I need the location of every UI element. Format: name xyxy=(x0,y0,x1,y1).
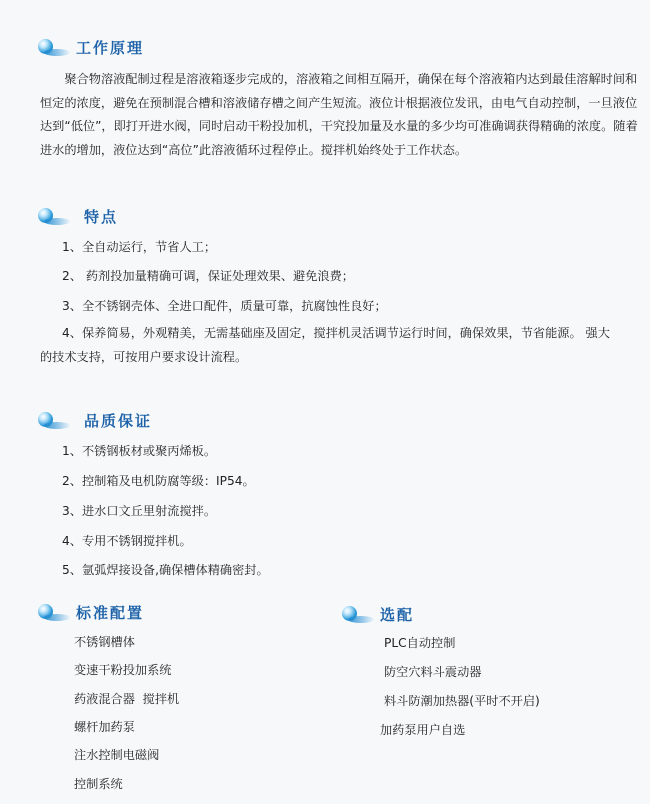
list-item: 3、进水口文丘里射流搅拌。 xyxy=(62,504,217,518)
list-item: 注水控制电磁阀 xyxy=(74,748,160,762)
heading-text: 标准配置 xyxy=(76,604,145,622)
list-item: 4、保养简易，外观精美，无需基础座及固定，搅拌机灵活调节运行时间，确保效果，节省能源。 强大的技术支持，可按用户要求设计流程。 xyxy=(40,326,610,364)
heading-text: 选配 xyxy=(380,606,415,624)
section-heading-quality xyxy=(38,410,152,431)
list-item: 3、全不锈钢壳体、全进口配件，质量可靠，抗腐蚀性良好； xyxy=(62,299,387,313)
list-item: 防空穴料斗震动器 xyxy=(384,665,482,679)
section-heading-principle xyxy=(38,37,144,58)
list-item: 5、氩弧焊接设备,确保槽体精确密封。 xyxy=(62,563,269,577)
list-item: 加药泵用户自选 xyxy=(380,723,466,737)
section-heading-features xyxy=(38,206,118,227)
bullet-ball-icon xyxy=(38,39,68,57)
list-item: 药液混合器 搅拌机 xyxy=(74,692,180,706)
list-item: 控制系统 xyxy=(74,777,123,791)
bullet-ball-icon xyxy=(38,208,68,226)
heading-text: 工作原理 xyxy=(76,39,145,57)
heading-text: 特点 xyxy=(84,208,119,226)
list-item: 螺杆加药泵 xyxy=(74,720,135,734)
principle-paragraph: 聚合物溶液配制过程是溶液箱逐步完成的，溶液箱之间相互隔开，确保在每个溶液箱内达到最佳溶解时间和恒定的浓度，避免在预制混合槽和溶液储存槽之间产生短流。液位计根据液位发讯，由电气自动控制，一旦液位达到“低位”，即打开进水阀，同时启动干粉投加机，干究投加量及水量的多少均可准确调获得精确的浓度。随着进水的增加，液位达到“高位”此溶液循环过程停止。搅拌机始终处于工作状态。 xyxy=(40,72,638,157)
list-item: 不锈钢槽体 xyxy=(74,635,135,649)
list-item: 4、专用不锈钢搅拌机。 xyxy=(62,534,192,548)
section-heading-options xyxy=(342,604,414,625)
heading-text: 品质保证 xyxy=(84,412,153,430)
list-item: 料斗防潮加热器(平时不开启) xyxy=(384,694,540,708)
bullet-ball-icon xyxy=(342,606,372,624)
section-heading-standard xyxy=(38,602,144,623)
bullet-ball-icon xyxy=(38,412,68,430)
list-item: 1、全自动运行，节省人工； xyxy=(62,240,217,254)
list-item: 2、控制箱及电机防腐等级：IP54。 xyxy=(62,474,255,488)
list-item: 2、 药剂投加量精确可调，保证处理效果、避免浪费； xyxy=(62,269,354,283)
list-item: PLC自动控制 xyxy=(384,636,456,650)
list-item: 1、不锈钢板材或聚丙烯板。 xyxy=(62,444,217,458)
list-item: 变速干粉投加系统 xyxy=(74,663,172,677)
bullet-ball-icon xyxy=(38,604,68,622)
